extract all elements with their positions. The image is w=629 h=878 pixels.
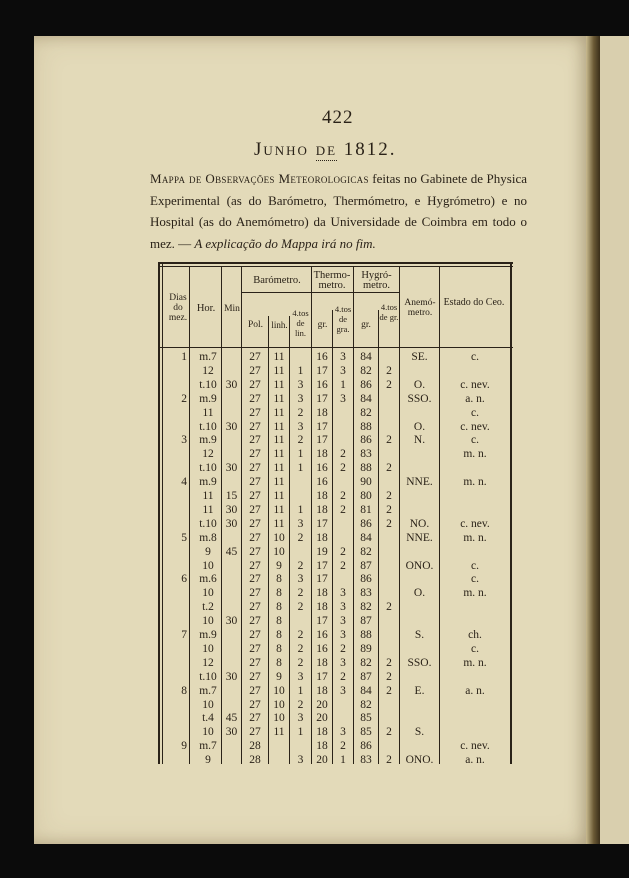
anemometer-cell: NO. (409, 517, 430, 530)
barometer-lin-cell: 11 (273, 462, 285, 475)
hygrometro-subheader-rule (353, 292, 399, 293)
barometer-fraction-cell: 2 (297, 531, 304, 544)
hour-cell: m.9 (199, 629, 217, 641)
barometer-fraction-cell: 1 (297, 364, 304, 377)
barometer-lin-cell: 8 (276, 656, 282, 669)
hygrometer-gr-cell: 88 (360, 420, 372, 433)
barometer-fraction-cell: 3 (297, 378, 304, 391)
day-cell: 5 (181, 531, 187, 544)
barometer-pol-cell: 28 (249, 740, 261, 753)
thermometer-fraction-cell: 3 (340, 726, 346, 739)
thermometer-gr-cell: 17 (316, 392, 328, 405)
barometer-pol-cell: 27 (249, 490, 261, 502)
table-top-rule-inner (158, 266, 513, 267)
day-cell: 1 (181, 351, 187, 363)
thermometer-fraction-cell: 1 (340, 378, 346, 391)
barometer-fraction-cell: 3 (297, 420, 304, 433)
barometer-lin-cell: 9 (276, 559, 282, 572)
thermometer-fraction-cell: 3 (340, 364, 346, 377)
thermometer-gr-cell: 16 (316, 462, 328, 475)
barometer-pol-cell: 27 (249, 364, 261, 377)
hour-cell: t.10 (199, 670, 217, 683)
thermometer-gr-cell: 18 (316, 503, 328, 516)
sky-state-cell: m. n. (463, 448, 487, 461)
minute-cell: 45 (225, 545, 238, 558)
anemometer-cell: O. (413, 587, 426, 600)
hygrometer-gr-cell: 87 (360, 559, 372, 572)
barometer-fraction-cell: 2 (297, 656, 304, 669)
hygrometer-gr-cell: 88 (360, 462, 372, 475)
barometer-fraction-cell: 2 (297, 698, 304, 711)
sky-state-cell: c. (471, 434, 479, 447)
hour-cell: t.2 (202, 601, 214, 614)
thermometer-gr-cell: 18 (316, 448, 328, 461)
hour-cell: t.4 (202, 712, 214, 725)
hygrometer-gr-cell: 82 (360, 545, 372, 558)
hygrometer-gr-cell: 81 (360, 503, 372, 516)
thermometer-gr-cell: 16 (316, 642, 328, 655)
minute-cell: 30 (225, 726, 238, 739)
anemometer-cell: NNE. (406, 531, 433, 544)
header-hygro-fraction: 4.tos de gr. (379, 302, 399, 322)
header-bottom-rule (158, 347, 513, 348)
thermometer-gr-cell: 17 (316, 364, 328, 377)
table-heading (150, 168, 527, 254)
barometer-pol-cell: 27 (249, 434, 261, 447)
thermometer-fraction-cell: 2 (340, 545, 346, 558)
thermometer-gr-cell: 17 (316, 434, 328, 447)
thermometer-gr-cell: 16 (316, 351, 328, 363)
barometer-fraction-cell: 3 (297, 712, 304, 725)
thermometer-fraction-cell: 2 (340, 503, 346, 516)
minute-cell: 30 (225, 420, 238, 433)
anemometer-cell: O. (413, 378, 426, 391)
hour-cell: m.7 (199, 351, 217, 363)
thermometer-gr-cell: 17 (316, 615, 328, 628)
heading-title: Mappa de Observações Meteorologicas (150, 171, 369, 186)
minute-cell: 30 (225, 503, 238, 516)
thermometer-gr-cell: 17 (316, 420, 328, 433)
anemometer-cell: O. (413, 420, 426, 433)
hour-cell: t.10 (199, 517, 217, 530)
hour-cell: 11 (202, 490, 214, 502)
hygrometer-gr-cell: 86 (360, 378, 372, 391)
month-preposition: de (315, 139, 338, 160)
hygrometer-gr-cell: 88 (360, 629, 372, 641)
barometer-lin-cell: 11 (273, 392, 285, 405)
sky-state-cell: m. n. (463, 656, 487, 669)
header-anemometro: Anemó-metro. (404, 298, 436, 318)
header-barometro: Barómetro. (253, 275, 301, 286)
hour-cell: 10 (202, 698, 214, 711)
thermometer-fraction-cell: 2 (340, 448, 346, 461)
barometer-fraction-cell: 3 (297, 754, 304, 767)
anemometer-cell: SSO. (407, 656, 432, 669)
barometer-lin-cell: 11 (273, 378, 285, 391)
minute-cell: 30 (225, 462, 238, 475)
header-hor: Hor. (196, 303, 216, 314)
hygrometer-gr-cell: 86 (360, 740, 372, 753)
header-dias: Dias do mez. (168, 293, 188, 323)
hour-cell: m.8 (199, 531, 217, 544)
barometer-pol-cell: 27 (249, 712, 261, 725)
thermometer-gr-cell: 16 (316, 476, 328, 489)
barometer-pol-cell: 27 (249, 670, 261, 683)
barometer-lin-cell: 11 (273, 476, 285, 489)
minute-cell: 45 (225, 712, 238, 725)
hygrometer-gr-cell: 86 (360, 434, 372, 447)
barometer-lin-cell: 11 (273, 503, 285, 516)
sky-state-cell: c. nev. (460, 378, 490, 391)
barometer-pol-cell: 27 (249, 476, 261, 489)
hour-cell: t.10 (199, 462, 217, 475)
hour-cell: 9 (205, 545, 211, 558)
barometer-lin-cell: 11 (273, 406, 285, 419)
thermometer-gr-cell: 18 (316, 726, 328, 739)
header-hygro-gr: gr. (361, 320, 371, 330)
sky-state-cell: a. n. (465, 684, 485, 697)
hour-cell: 11 (202, 503, 214, 516)
hygrometer-gr-cell: 80 (360, 490, 372, 502)
hour-cell: m.7 (199, 740, 217, 753)
thermometro-subheader-rule (311, 292, 353, 293)
thermometer-gr-cell: 20 (316, 712, 328, 725)
barometer-pol-cell: 27 (249, 406, 261, 419)
barometer-pol-cell: 27 (249, 726, 261, 739)
hour-cell: 12 (202, 364, 214, 377)
hygrometer-fraction-cell: 2 (386, 601, 392, 614)
thermometer-gr-cell: 17 (316, 670, 328, 683)
thermometer-gr-cell: 18 (316, 406, 328, 419)
hygrometer-fraction-cell: 2 (386, 517, 392, 530)
hygrometer-gr-cell: 84 (360, 351, 372, 363)
day-cell: 6 (181, 573, 187, 586)
barometer-lin-cell: 11 (273, 420, 285, 433)
barometer-lin-cell: 11 (273, 364, 285, 377)
header-bar-fraction: 4.tos de lin. (292, 308, 309, 338)
barometer-pol-cell: 27 (249, 545, 261, 558)
barometer-lin-cell: 11 (273, 351, 285, 363)
anemometer-cell: ONO. (405, 559, 434, 572)
barometer-lin-cell: 11 (273, 726, 285, 739)
anemometer-cell: SE. (411, 351, 428, 363)
hygrometer-fraction-cell: 2 (386, 726, 392, 739)
thermometer-fraction-cell: 3 (340, 392, 346, 405)
month-year: 1812. (343, 139, 397, 160)
hygrometer-fraction-cell: 2 (386, 434, 392, 447)
hygrometer-gr-cell: 82 (360, 656, 372, 669)
hour-cell: m.6 (199, 573, 217, 586)
barometer-pol-cell: 27 (249, 698, 261, 711)
hour-cell: m.9 (199, 392, 217, 405)
hour-cell: m.9 (199, 434, 217, 447)
sky-state-cell: m. n. (463, 587, 487, 600)
anemometer-cell: S. (414, 629, 425, 641)
thermometer-fraction-cell: 2 (340, 740, 346, 753)
barometer-lin-cell: 10 (273, 712, 285, 725)
table-left-rule (158, 262, 160, 764)
hygrometer-gr-cell: 82 (360, 364, 372, 377)
sky-state-cell: m. n. (463, 476, 487, 489)
thermometer-gr-cell: 18 (316, 740, 328, 753)
barometer-fraction-cell: 3 (297, 392, 304, 405)
hour-cell: t.10 (199, 378, 217, 391)
hygrometer-fraction-cell: 2 (386, 378, 392, 391)
barometer-fraction-cell: 2 (297, 587, 304, 600)
barometer-fraction-cell: 1 (297, 684, 304, 697)
header-linh: linh. (271, 320, 288, 330)
barometer-fraction-cell: 3 (297, 517, 304, 530)
barometer-pol-cell: 27 (249, 684, 261, 697)
hygrometer-gr-cell: 87 (360, 670, 372, 683)
hour-cell: 10 (202, 726, 214, 739)
hour-cell: 10 (202, 559, 214, 572)
barometer-fraction-cell: 2 (297, 434, 304, 447)
minute-cell: 30 (225, 615, 238, 628)
minute-cell: 30 (225, 378, 238, 391)
hour-cell: 12 (202, 656, 214, 669)
anemometer-cell: S. (414, 726, 425, 739)
thermometer-gr-cell: 18 (316, 684, 328, 697)
thermometer-gr-cell: 20 (316, 698, 328, 711)
hygrometer-fraction-cell: 2 (386, 364, 392, 377)
hygrometer-gr-cell: 83 (360, 448, 372, 461)
hour-cell: 9 (205, 754, 211, 767)
hygrometer-gr-cell: 86 (360, 517, 372, 530)
day-cell: 8 (181, 684, 187, 697)
page-number: 422 (322, 107, 354, 128)
anemometer-cell: NNE. (406, 476, 433, 489)
adjacent-page-edge (597, 36, 629, 844)
thermometer-gr-cell: 17 (316, 517, 328, 530)
thermometer-fraction-cell: 3 (340, 656, 346, 669)
barometer-pol-cell: 27 (249, 503, 261, 516)
day-cell: 7 (181, 629, 187, 641)
barometer-lin-cell: 8 (276, 601, 282, 614)
barometer-lin-cell: 8 (276, 573, 282, 586)
minute-cell: 15 (225, 490, 238, 502)
thermometer-gr-cell: 18 (316, 490, 328, 502)
heading-description: feitas no Gabinete de Physica Experimental (as do Barómetro, Thermómetro, e Hygrómetro) e no Hospital (as do Anemómetro) da Universidade de Coimbra em todo o mez. — (150, 171, 527, 251)
sky-state-cell: a. n. (465, 392, 485, 405)
barometer-fraction-cell: 1 (297, 448, 304, 461)
page-gutter (586, 36, 600, 844)
barometer-lin-cell: 8 (276, 629, 282, 641)
sky-state-cell: c. (471, 406, 479, 419)
thermometer-fraction-cell: 1 (340, 754, 346, 767)
barometer-lin-cell: 10 (273, 531, 285, 544)
sky-state-cell: c. (471, 642, 479, 655)
barometer-lin-cell: 10 (273, 684, 285, 697)
thermometer-gr-cell: 18 (316, 531, 328, 544)
sky-state-cell: c. nev. (460, 420, 490, 433)
barometer-pol-cell: 27 (249, 573, 261, 586)
hour-cell: 10 (202, 642, 214, 655)
thermometer-gr-cell: 20 (316, 754, 328, 767)
thermometer-gr-cell: 17 (316, 573, 328, 586)
barometer-fraction-cell: 1 (297, 503, 304, 516)
barometer-pol-cell: 27 (249, 587, 261, 600)
thermometer-fraction-cell: 3 (340, 629, 346, 641)
column-rule (189, 266, 190, 764)
barometer-lin-cell: 10 (273, 545, 285, 558)
hour-cell: 12 (202, 448, 214, 461)
anemometer-cell: ONO. (405, 754, 434, 767)
barometer-lin-cell: 8 (276, 587, 282, 600)
sky-state-cell: c. (471, 573, 479, 586)
barometer-lin-cell: 10 (273, 698, 285, 711)
barometer-pol-cell: 27 (249, 351, 261, 363)
barometer-pol-cell: 27 (249, 420, 261, 433)
barometer-pol-cell: 27 (249, 642, 261, 655)
sky-state-cell: c. (471, 559, 479, 572)
barometer-fraction-cell: 2 (297, 601, 304, 614)
barometer-fraction-cell: 1 (297, 462, 304, 475)
barometer-fraction-cell: 3 (297, 573, 304, 586)
thermometer-fraction-cell: 3 (340, 601, 346, 614)
hygrometer-gr-cell: 84 (360, 392, 372, 405)
table-top-rule (158, 262, 513, 264)
barometer-pol-cell: 27 (249, 601, 261, 614)
thermometer-fraction-cell: 2 (340, 559, 346, 572)
barometer-pol-cell: 27 (249, 629, 261, 641)
barometer-lin-cell: 9 (276, 670, 282, 683)
barometer-pol-cell: 27 (249, 559, 261, 572)
day-cell: 3 (181, 434, 187, 447)
barometer-lin-cell: 8 (276, 642, 282, 655)
thermometer-fraction-cell: 3 (340, 351, 346, 363)
barometer-pol-cell: 27 (249, 392, 261, 405)
hour-cell: m.7 (199, 684, 217, 697)
sky-state-cell: m. n. (463, 531, 487, 544)
sky-state-cell: ch. (468, 629, 482, 641)
observations-table (158, 262, 513, 767)
barometro-subheader-rule (241, 292, 311, 293)
minute-cell: 30 (225, 517, 238, 530)
barometer-lin-cell: 11 (273, 517, 285, 530)
anemometer-cell: N. (413, 434, 426, 447)
header-estado: Estado do Ceo. (443, 297, 505, 308)
sky-state-cell: c. nev. (460, 740, 490, 753)
hygrometer-gr-cell: 82 (360, 601, 372, 614)
barometer-pol-cell: 27 (249, 462, 261, 475)
hygrometer-gr-cell: 83 (360, 754, 372, 767)
header-min: Min (224, 304, 240, 314)
barometer-fraction-cell: 3 (297, 670, 304, 683)
barometer-lin-cell: 11 (273, 434, 285, 447)
day-cell: 9 (181, 740, 187, 753)
barometer-fraction-cell: 2 (297, 406, 304, 419)
barometer-pol-cell: 27 (249, 615, 261, 628)
header-hygrometro: Hygró-metro. (361, 270, 392, 291)
barometer-fraction-cell: 2 (297, 642, 304, 655)
month-title (254, 139, 397, 161)
barometer-lin-cell: 11 (273, 490, 285, 502)
barometer-lin-cell: 11 (273, 448, 285, 461)
hygrometer-gr-cell: 83 (360, 587, 372, 600)
header-thermo-fraction: 4.tos de gra. (334, 304, 352, 334)
anemometer-cell: SSO. (407, 392, 432, 405)
hygrometer-gr-cell: 90 (360, 476, 372, 489)
thermometer-gr-cell: 19 (316, 545, 328, 558)
thermometer-gr-cell: 18 (316, 587, 328, 600)
thermometer-gr-cell: 18 (316, 656, 328, 669)
hour-cell: 10 (202, 615, 214, 628)
hour-cell: 10 (202, 587, 214, 600)
hygrometer-gr-cell: 84 (360, 531, 372, 544)
thermometer-fraction-cell: 3 (340, 587, 346, 600)
barometer-pol-cell: 27 (249, 656, 261, 669)
barometer-fraction-cell: 1 (297, 726, 304, 739)
barometer-pol-cell: 27 (249, 517, 261, 530)
sky-state-cell: c. nev. (460, 517, 490, 530)
thermometer-gr-cell: 16 (316, 378, 328, 391)
anemometer-cell: E. (414, 684, 425, 697)
hygrometer-fraction-cell: 2 (386, 684, 392, 697)
thermometer-fraction-cell: 3 (340, 615, 346, 628)
thermometer-fraction-cell: 2 (340, 670, 346, 683)
sky-state-cell: a. n. (465, 754, 485, 767)
hygrometer-fraction-cell: 2 (386, 462, 392, 475)
hygrometer-gr-cell: 85 (360, 726, 372, 739)
hour-cell: t.10 (199, 420, 217, 433)
heading-note: A explicação do Mappa irá no fim. (194, 235, 376, 251)
day-cell: 4 (181, 476, 187, 489)
hygrometer-fraction-cell: 2 (386, 656, 392, 669)
header-pol: Pol. (247, 320, 264, 330)
barometer-pol-cell: 27 (249, 448, 261, 461)
hygrometer-gr-cell: 84 (360, 684, 372, 697)
hygrometer-gr-cell: 87 (360, 615, 372, 628)
hygrometer-gr-cell: 82 (360, 698, 372, 711)
hygrometer-gr-cell: 89 (360, 642, 372, 655)
sky-state-cell: c. (471, 351, 479, 363)
hygrometer-gr-cell: 85 (360, 712, 372, 725)
thermometer-gr-cell: 18 (316, 601, 328, 614)
hygrometer-fraction-cell: 2 (386, 754, 392, 767)
thermometer-gr-cell: 16 (316, 629, 328, 641)
barometer-fraction-cell: 2 (297, 559, 304, 572)
thermometer-gr-cell: 17 (316, 559, 328, 572)
hygrometer-fraction-cell: 2 (386, 503, 392, 516)
hygrometer-gr-cell: 82 (360, 406, 372, 419)
barometer-lin-cell: 8 (276, 615, 282, 628)
header-thermo-gr: gr. (317, 320, 328, 330)
thermometer-fraction-cell: 2 (340, 462, 346, 475)
hour-cell: m.9 (199, 476, 217, 489)
barometer-pol-cell: 27 (249, 378, 261, 391)
thermometer-fraction-cell: 3 (340, 684, 346, 697)
minute-cell: 30 (225, 670, 238, 683)
barometer-fraction-cell: 2 (297, 629, 304, 641)
hour-cell: 11 (202, 406, 214, 419)
thermometer-fraction-cell: 2 (340, 490, 346, 502)
hygrometer-fraction-cell: 2 (386, 670, 392, 683)
day-cell: 2 (181, 392, 187, 405)
month-word: Junho (254, 139, 309, 160)
barometer-pol-cell: 27 (249, 531, 261, 544)
thermometer-fraction-cell: 2 (340, 642, 346, 655)
hygrometer-gr-cell: 86 (360, 573, 372, 586)
barometer-pol-cell: 28 (249, 754, 261, 767)
header-thermometro: Thermo-metro. (313, 270, 351, 291)
table-right-rule (510, 262, 512, 764)
hygrometer-fraction-cell: 2 (386, 490, 392, 502)
table-left-rule-inner (162, 262, 163, 764)
